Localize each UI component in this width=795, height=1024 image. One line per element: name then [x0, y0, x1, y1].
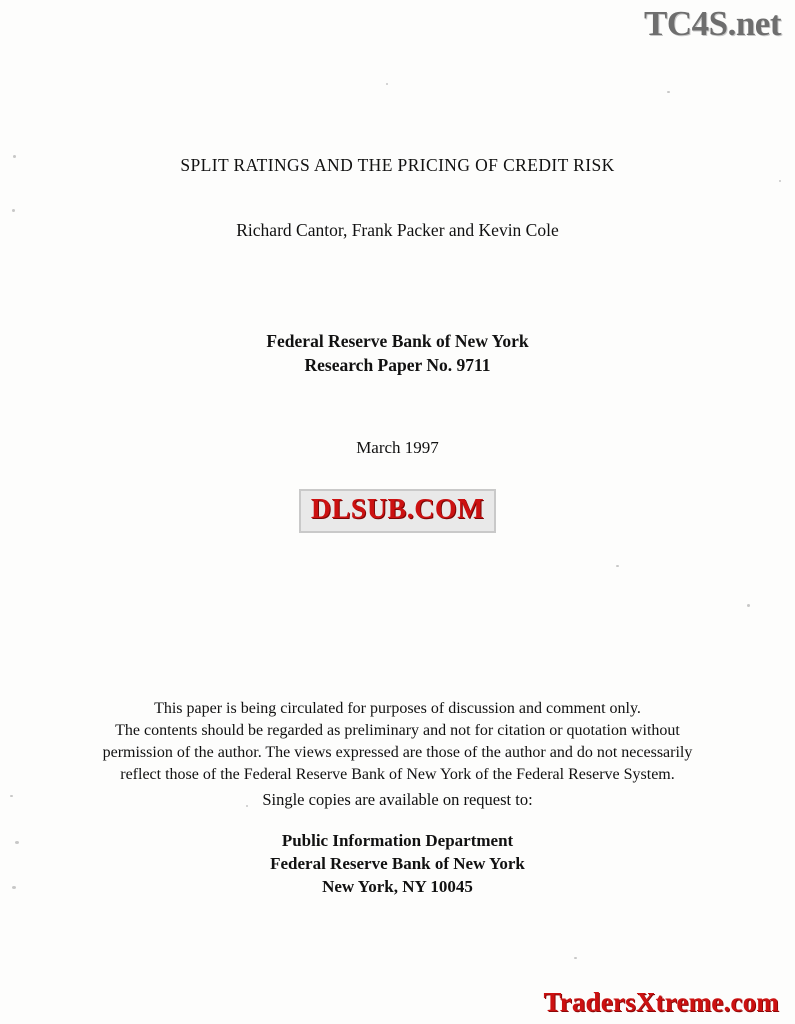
scan-speck: [10, 795, 13, 797]
scan-speck: [15, 841, 19, 844]
scan-speck: [13, 155, 16, 158]
author-list: Richard Cantor, Frank Packer and Kevin Cole: [236, 220, 559, 240]
institution-name: Federal Reserve Bank of New York: [266, 331, 529, 351]
page-title: SPLIT RATINGS AND THE PRICING OF CREDIT RISK: [180, 155, 615, 175]
institution-block: [0, 330, 795, 377]
watermark-center: [0, 489, 795, 533]
scan-speck: [12, 886, 16, 889]
disclaimer-block: [0, 698, 795, 786]
scan-speck: [12, 209, 15, 212]
contact-block: [0, 830, 795, 899]
watermark-bottom-right: TradersXtreme.com: [543, 987, 779, 1017]
disclaimer-line-4: reflect those of the Federal Reserve Bank of New York of the Federal Reserve System.: [120, 766, 675, 784]
scan-speck: [667, 91, 670, 93]
scan-speck: [574, 957, 577, 959]
scan-speck: [779, 180, 781, 182]
scan-speck: [747, 604, 750, 607]
disclaimer-line-2: The contents should be regarded as preliminary and not for citation or quotation without: [115, 722, 680, 740]
paper-number: Research Paper No. 9711: [304, 354, 491, 375]
watermark-top-right: TC4S.net: [644, 4, 781, 43]
disclaimer-line-3: permission of the author. The views expressed are those of the author and do not necessarily: [102, 744, 693, 762]
contact-address: New York, NY 10045: [322, 876, 473, 896]
scan-speck: [616, 565, 619, 567]
publication-date: March 1997: [356, 438, 439, 457]
contact-organization: Federal Reserve Bank of New York: [270, 853, 525, 873]
scan-speck: [246, 805, 248, 807]
scan-speck: [386, 83, 388, 85]
watermark-center-label: DLSUB.COM: [299, 489, 496, 533]
disclaimer-line-1: This paper is being circulated for purposes of discussion and comment only.: [154, 700, 641, 717]
contact-department: Public Information Department: [281, 831, 514, 850]
single-copies-note: Single copies are available on request to:: [262, 790, 533, 809]
